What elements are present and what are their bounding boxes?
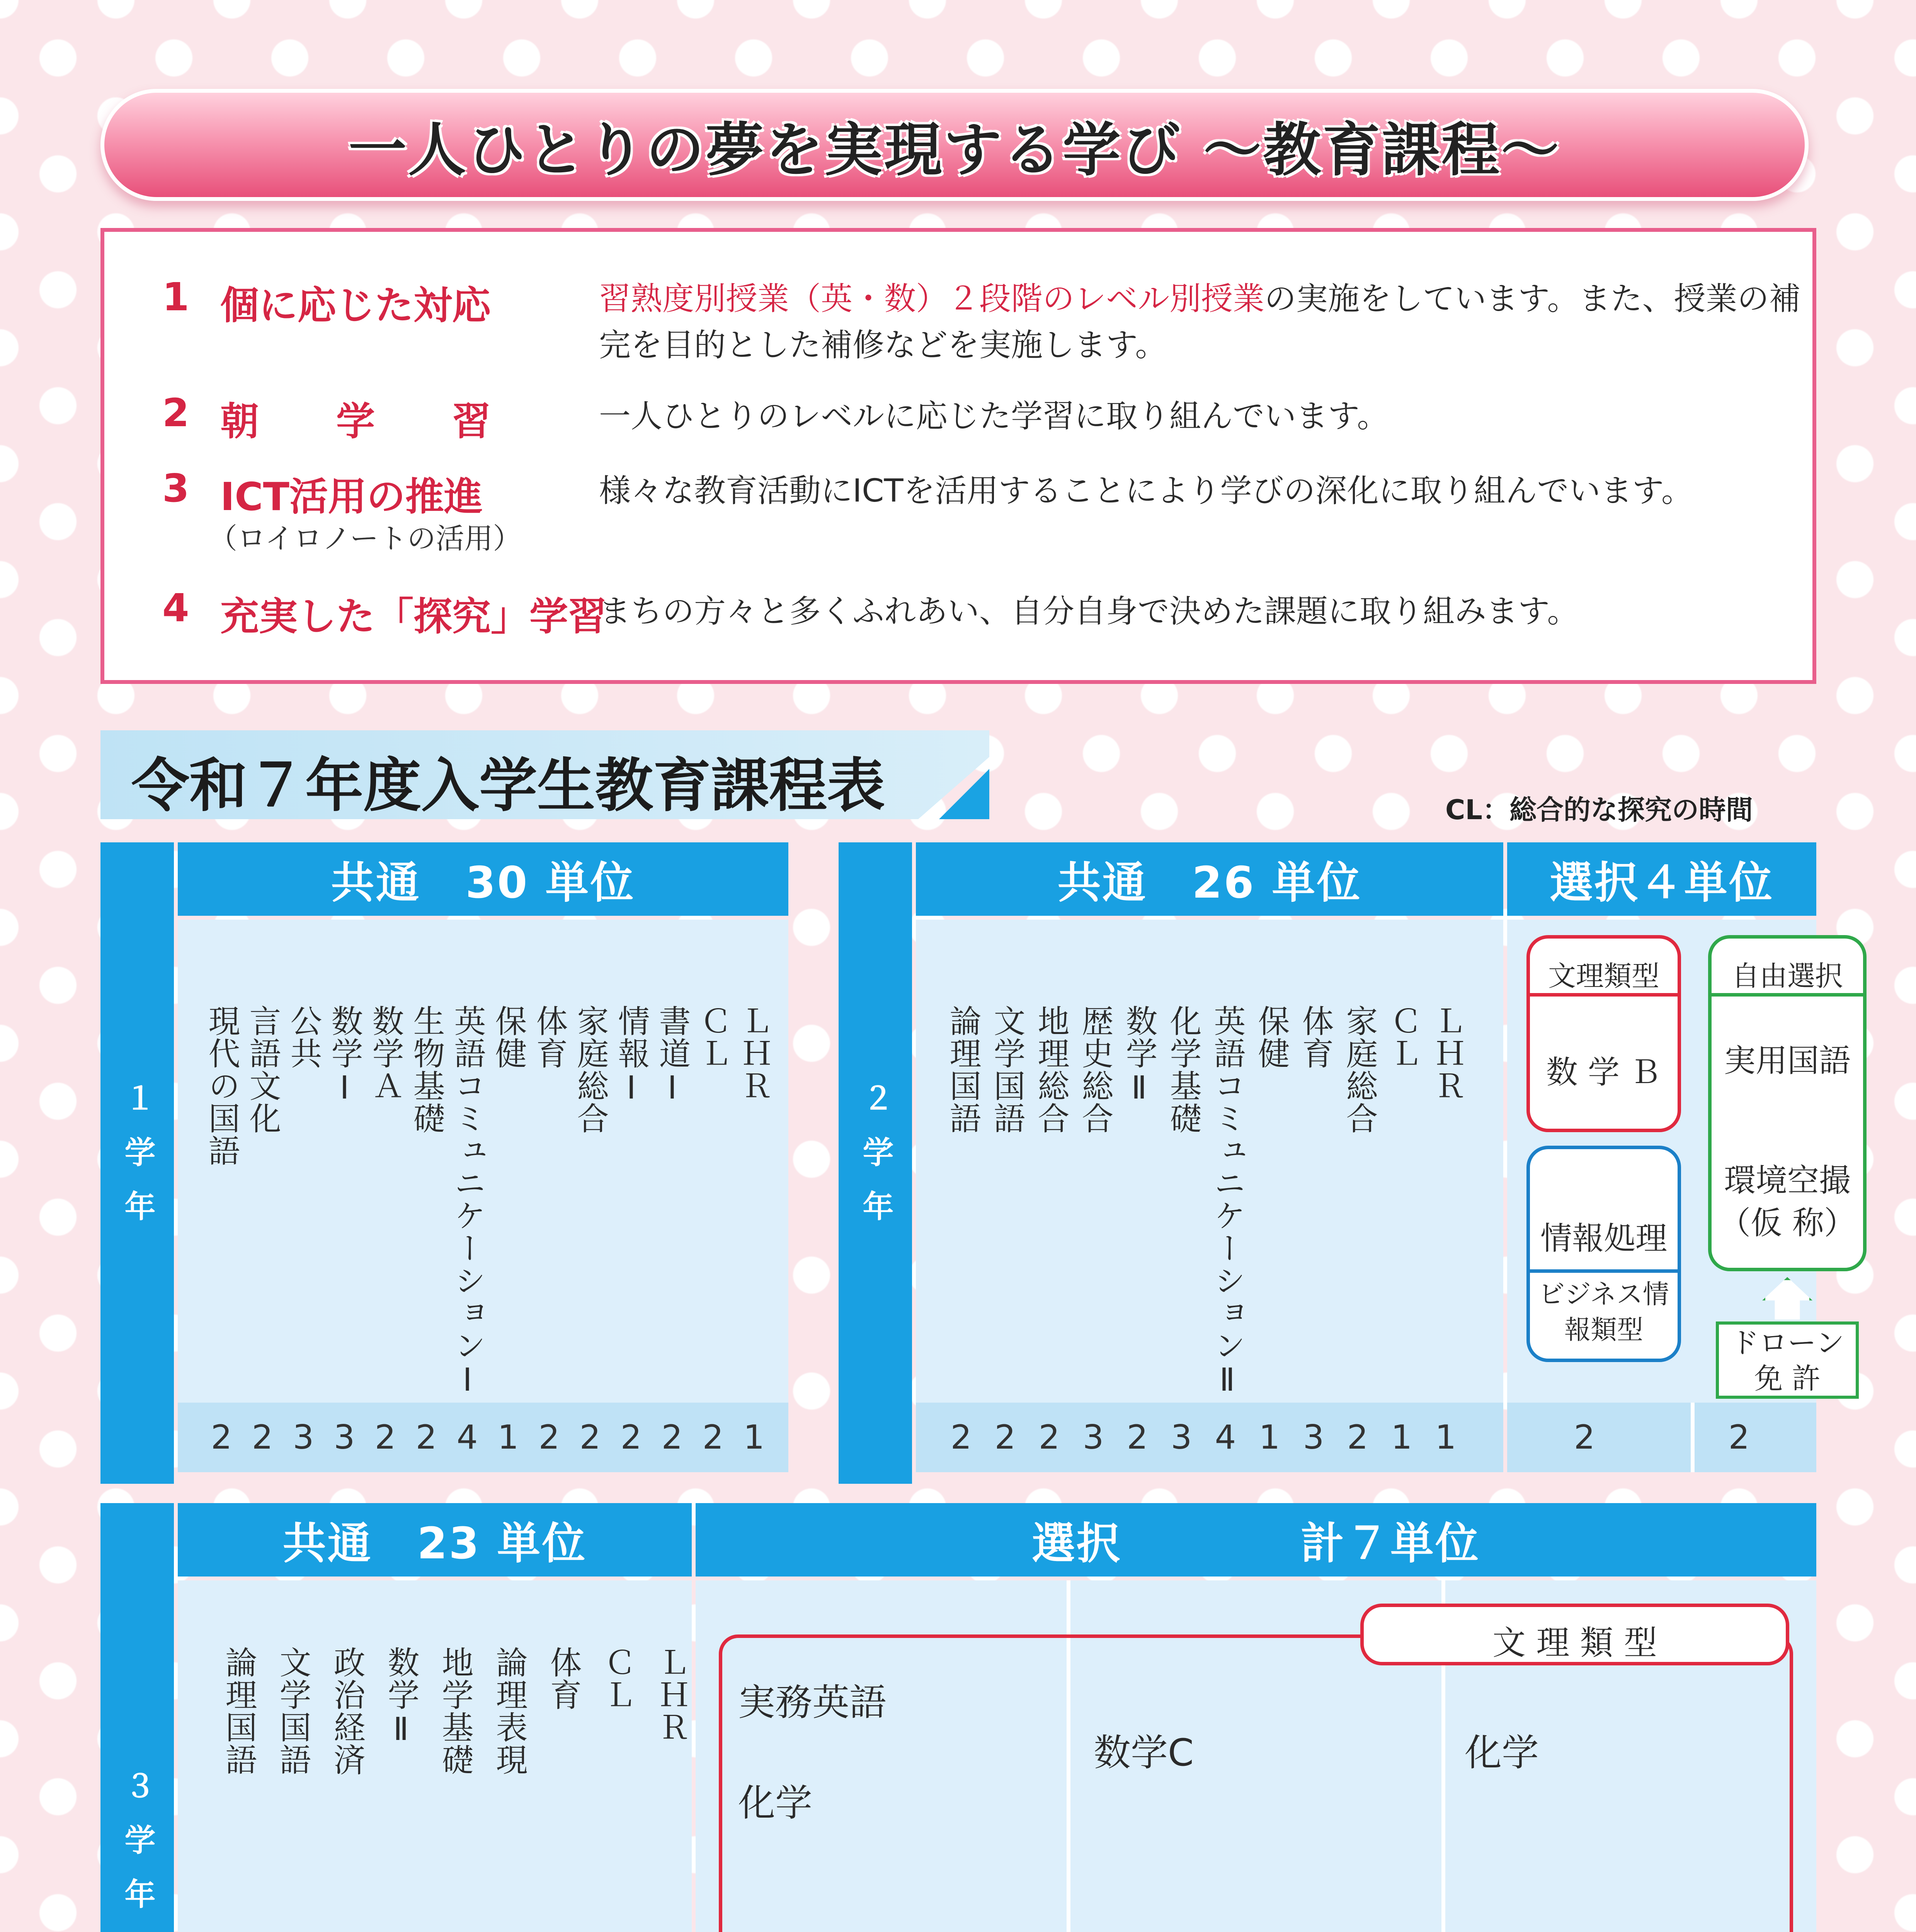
feature-3-num: 3 xyxy=(162,466,189,511)
year1-units-row xyxy=(178,1403,788,1472)
units-y2-3: 3 xyxy=(1082,1418,1104,1457)
units-y1-13: 1 xyxy=(743,1418,765,1457)
year2-subjects-area xyxy=(916,920,1503,1472)
year2-sel-units-row xyxy=(1507,1403,1816,1472)
year2-subj-blue: 情報処理 xyxy=(1540,1220,1667,1257)
subject-y2-8: 体育 xyxy=(1297,1005,1334,1070)
year2-subj-jitsuyo: 実用国語 xyxy=(1724,1043,1851,1079)
year1-label xyxy=(100,842,174,1484)
year3-label xyxy=(100,1503,174,1932)
subject-y3-4: 地学基礎 xyxy=(437,1646,473,1776)
feature-4-num: 4 xyxy=(162,585,189,631)
feature-1-desc xyxy=(599,276,1805,369)
subject-y2-5: 化学基礎 xyxy=(1165,1005,1201,1134)
year2-green-divider xyxy=(1708,993,1867,997)
feature-1-desc-highlight: 習熟度別授業（英・数）２段階のレベル別授業 xyxy=(599,281,1265,317)
units-y1-9: 2 xyxy=(579,1418,601,1457)
year2-label-text: ２学年 xyxy=(858,1082,893,1244)
units-y1-8: 2 xyxy=(538,1418,560,1457)
subject-y2-7: 保健 xyxy=(1253,1005,1290,1070)
subject-y1-1: 言語文化 xyxy=(244,1005,281,1134)
units-y1-3: 3 xyxy=(334,1418,355,1457)
feature-3-desc: 様々な教育活動にICTを活用することにより学びの深化に取り組んでいます。 xyxy=(599,473,1693,509)
year2-tag-blue: ビジネス情報類型 xyxy=(1538,1279,1669,1345)
feature-1-desc-rest: の実施をしています。また、授業の補完を目的とした補修などを実施します。 xyxy=(599,281,1801,364)
subject-y2-9: 家庭総合 xyxy=(1341,1005,1378,1134)
feature-4-desc: まちの方々と多くふれあい、自分自身で決めた課題に取り組みます。 xyxy=(599,593,1579,630)
subject-y3-6: 体育 xyxy=(545,1646,582,1711)
banner-title: 一人ひとりの夢を実現する学び ～教育課程～ xyxy=(348,117,1561,184)
year2-subj-kankyo-sub: （仮 称） xyxy=(1719,1205,1856,1242)
year3-sel-header: 選択 計７単位 xyxy=(696,1503,1816,1577)
units-y2-9: 2 xyxy=(1347,1418,1368,1457)
year3-label-text: ３学年 xyxy=(119,1770,155,1932)
units-y2-0: 2 xyxy=(950,1418,972,1457)
year2-header: 共通 26 単位 xyxy=(916,842,1503,916)
year1-subject-list xyxy=(197,1005,771,1422)
units-y1-4: 2 xyxy=(374,1418,396,1457)
subject-y1-7: 保健 xyxy=(490,1005,527,1070)
year2-subject-list xyxy=(935,1005,1464,1422)
units-y2-4: 2 xyxy=(1126,1418,1148,1457)
year3-subj-jitsumu: 実務英語 xyxy=(738,1681,887,1724)
feature-3-sub: （ロイロノートの活用） xyxy=(209,522,522,555)
subject-y3-3: 数学Ⅱ xyxy=(383,1646,419,1748)
subject-y3-5: 論理表現 xyxy=(491,1646,527,1776)
year2-label xyxy=(839,842,912,1484)
units-y1-10: 2 xyxy=(620,1418,642,1457)
feature-1-label: 個に応じた対応 xyxy=(220,283,491,328)
year2-units-row xyxy=(916,1403,1503,1472)
subject-y1-0: 現代の国語 xyxy=(203,1005,240,1167)
units-y1-6: 4 xyxy=(456,1418,478,1457)
subject-y2-6: 英語コミュニケーションⅡ xyxy=(1209,1005,1246,1399)
year2-tag-red: 文理類型 xyxy=(1548,960,1659,992)
drone-license-text: ドローン免 許 xyxy=(1730,1327,1845,1395)
units-y2-8: 3 xyxy=(1303,1418,1324,1457)
subject-y2-4: 数学Ⅱ xyxy=(1121,1005,1157,1107)
subject-y1-11: 書道Ⅰ xyxy=(654,1005,691,1107)
year1-table xyxy=(100,842,788,1484)
units-y1-5: 2 xyxy=(415,1418,437,1457)
units-y1-2: 3 xyxy=(293,1418,314,1457)
subject-y2-3: 歴史総合 xyxy=(1077,1005,1113,1134)
subject-y1-12: ＣＬ xyxy=(695,1005,732,1070)
subject-y1-3: 数学Ⅰ xyxy=(326,1005,363,1107)
subject-y1-5: 生物基礎 xyxy=(408,1005,445,1134)
section-title: 令和７年度入学生教育課程表 xyxy=(131,752,885,820)
subject-y2-1: 文学国語 xyxy=(989,1005,1025,1134)
subject-y2-0: 論理国語 xyxy=(944,1005,981,1134)
subject-y2-2: 地理総合 xyxy=(1033,1005,1069,1134)
year3-subj-kagaku-2: 化学 xyxy=(1465,1731,1539,1774)
units-y2-2: 2 xyxy=(1038,1418,1060,1457)
units-y1-1: 2 xyxy=(252,1418,273,1457)
features-box xyxy=(100,228,1816,684)
year2-subj-red: 数 学 Ｂ xyxy=(1546,1054,1662,1091)
title-banner xyxy=(100,89,1809,201)
subject-y1-4: 数学Ａ xyxy=(367,1005,404,1102)
subject-y3-2: 政治経済 xyxy=(328,1646,365,1776)
year2-selection-area xyxy=(1507,920,1856,1472)
subject-y1-13: ＬＨＲ xyxy=(736,1005,773,1102)
units-y2-1: 2 xyxy=(994,1418,1016,1457)
units-y1-0: 2 xyxy=(211,1418,232,1457)
year2-red-divider xyxy=(1526,993,1681,997)
subject-y3-7: ＣＬ xyxy=(599,1646,636,1711)
subject-y2-10: ＣＬ xyxy=(1385,1005,1422,1070)
year3-header: 共通 23 単位 xyxy=(178,1503,692,1577)
units-y1-7: 1 xyxy=(497,1418,519,1457)
year2-sel-divider xyxy=(1691,1403,1695,1472)
year1-header: 共通 30 単位 xyxy=(178,842,788,916)
year3-subj-sugakuc: 数学C xyxy=(1094,1731,1194,1774)
feature-3-label: ICT活用の推進 xyxy=(220,474,483,519)
feature-1-num: 1 xyxy=(162,274,189,320)
year1-label-text: １学年 xyxy=(119,1082,155,1244)
subject-y3-1: 文学国語 xyxy=(274,1646,311,1776)
units-y1-11: 2 xyxy=(661,1418,683,1457)
subject-y3-0: 論理国語 xyxy=(220,1646,257,1776)
feature-2-num: 2 xyxy=(162,390,189,435)
subject-y2-11: ＬＨＲ xyxy=(1429,1005,1466,1102)
units-y2-11: 1 xyxy=(1435,1418,1457,1457)
year3-table xyxy=(100,1503,1816,1932)
year2-blue-divider xyxy=(1526,1269,1681,1273)
subject-y1-8: 体育 xyxy=(531,1005,568,1070)
year2-table xyxy=(839,842,1856,1484)
subject-y1-10: 情報Ⅰ xyxy=(613,1005,650,1107)
units-y2-7: 1 xyxy=(1259,1418,1280,1457)
units-y2-6: 4 xyxy=(1215,1418,1236,1457)
year3-tag-red: 文 理 類 型 xyxy=(1492,1624,1657,1662)
year3-selection-area xyxy=(696,1580,1816,1932)
year3-subjects-area xyxy=(178,1580,692,1932)
arrow-up-icon xyxy=(1762,1277,1812,1320)
subject-y1-6: 英語コミュニケーションⅠ xyxy=(449,1005,486,1399)
feature-2-label: 朝 学 習 xyxy=(220,399,491,444)
subject-y1-9: 家庭総合 xyxy=(572,1005,609,1134)
feature-4-label: 充実した「探究」学習 xyxy=(220,594,607,639)
cl-note: CL：総合的な探究の時間 xyxy=(1445,794,1753,826)
units-y2-5: 3 xyxy=(1171,1418,1192,1457)
year2-subj-kankyo: 環境空撮 xyxy=(1724,1162,1851,1199)
year2-sel-header: 選択４単位 xyxy=(1507,842,1816,916)
year2-tag-green: 自由選択 xyxy=(1731,960,1843,992)
year2-sel-a-units: 2 xyxy=(1574,1418,1595,1457)
year3-subject-list xyxy=(201,1646,688,1793)
subject-y1-2: 公共 xyxy=(285,1005,322,1070)
units-y2-10: 1 xyxy=(1391,1418,1412,1457)
subject-y3-8: ＬＨＲ xyxy=(653,1646,690,1743)
year1-subjects-area xyxy=(178,920,788,1472)
units-y1-12: 2 xyxy=(702,1418,724,1457)
year2-sel-b-units: 2 xyxy=(1728,1418,1750,1457)
year3-subj-kagaku-1: 化学 xyxy=(738,1781,812,1825)
feature-2-desc: 一人ひとりのレベルに応じた学習に取り組んでいます。 xyxy=(599,398,1389,435)
